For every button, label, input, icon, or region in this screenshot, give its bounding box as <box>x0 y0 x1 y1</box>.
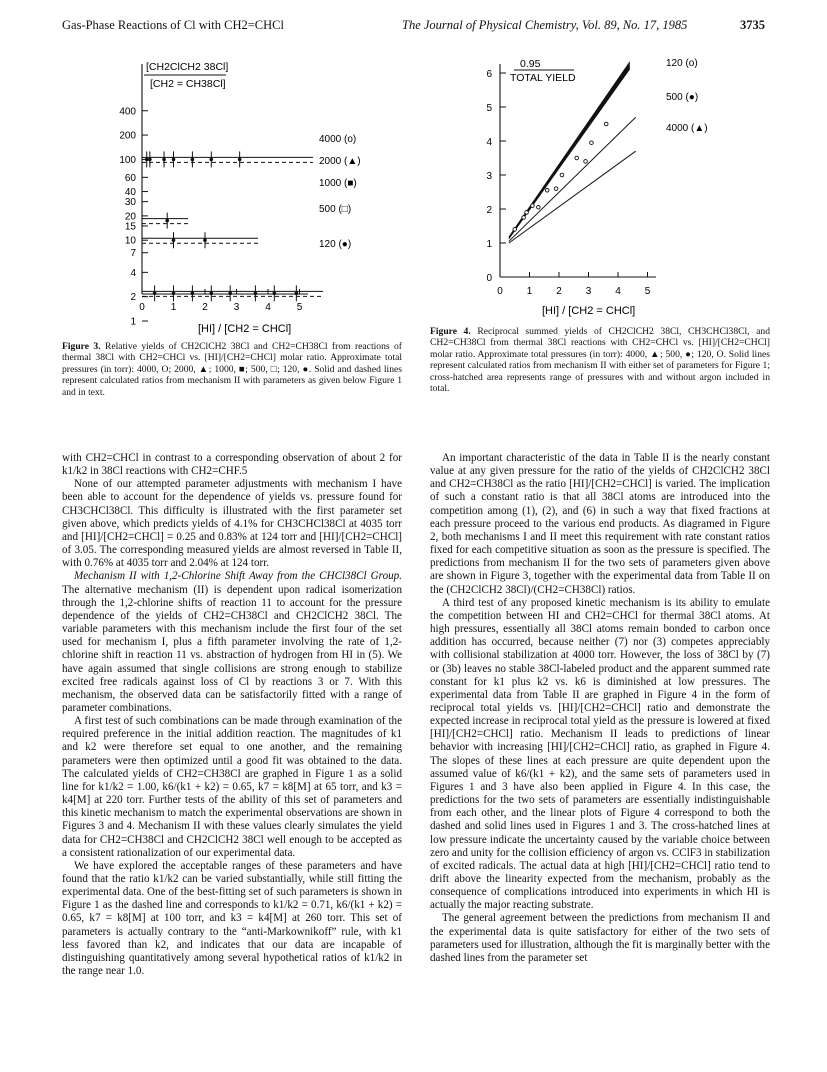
fig3-ytick-label: 1 <box>130 316 136 328</box>
fig4-calc-line <box>509 117 636 241</box>
left-paragraph-2: None of our attempted parameter adjustments with mechanism I have been able to account for the dependence of yields vs. pressure found for CH3CHCl38Cl. This difficulty is illustrated with the first parameter set given above, which predicts yields of 4.1% for CH3CHCl38Cl at 4035 torr and [HI]/[CH2=CHCl] = 0.25 and 0.83% at 124 torr and [HI]/[CH2=CHCl] of 3.05. The corresponding measured yields are almost reversed in Table II, with 0.76% at 4035 torr and 2.04% at 124 torr. <box>62 478 402 570</box>
fig3-ytick-label: 40 <box>124 187 136 199</box>
fig3-data-point <box>191 158 195 162</box>
right-paragraph-3: The general agreement between the predictions from mechanism II and the experimental data is quite satisfactory for either of the two sets of parameters used for illustration, although the fit is marginally better with the dashed lines from the parameter set <box>430 912 770 964</box>
fig3-ytick-label: 2 <box>130 292 136 304</box>
running-header-journal: The Journal of Physical Chemistry, Vol. 89, No. 17, 1985 <box>402 18 688 32</box>
fig4-xtick-label: 2 <box>556 286 562 297</box>
fig3-ytick-label: 100 <box>119 154 136 166</box>
fig3-xtick-label: 4 <box>265 302 271 313</box>
fig3-data-point <box>145 158 149 162</box>
page-number: 3735 <box>740 18 765 32</box>
fig3-ytick-label: 20 <box>124 211 136 223</box>
figure-3-plot <box>98 56 398 338</box>
fig4-ytick-label: 0 <box>486 273 492 284</box>
fig4-line-label: 4000 (▲) <box>666 123 708 134</box>
fig3-legend-label: 1000 (■) <box>319 178 357 189</box>
fig4-data-point <box>525 211 529 215</box>
figure-3-caption-label: Figure 3. <box>62 341 101 352</box>
fig3-ytick-label: 30 <box>124 197 136 209</box>
fig3-data-point <box>172 292 176 296</box>
fig3-ytick-label: 15 <box>124 221 136 233</box>
fig4-data-point <box>545 189 549 193</box>
fig4-line-label: 500 (●) <box>666 92 699 103</box>
fig4-ytick-label: 2 <box>486 205 492 216</box>
figure-4-caption-label: Figure 4. <box>430 326 471 337</box>
figure-3-caption <box>62 341 402 398</box>
figure-3 <box>98 56 398 338</box>
fig3-xtick-label: 0 <box>139 302 145 313</box>
fig4-data-point <box>537 206 541 210</box>
fig3-data-point <box>228 292 232 296</box>
fig4-data-point <box>560 173 564 177</box>
fig4-ytick-label: 1 <box>486 239 492 250</box>
figure-4-caption <box>430 326 770 394</box>
right-paragraph-2: A third test of any proposed kinetic mechanism is its ability to emulate the competition between HI and CH2=CHCl for thermal 38Cl atoms. At high pressures, essentially all 38Cl atoms remain bonded to carbon once addition has occurred, because neither (7) nor (3) competes appreciably with collisional stabilization at 4000 torr. However, the loss of 38Cl by (7) or (3b) leaves no stable 38Cl-labeled product and the apparent summed rate constant for k1 plus k2 vs. k6 is diminished at low pressures. The experimental data from Table II are graphed in Figure 4 in the form of reciprocal total yields vs. [HI]/[CH2=CHCl] ratio and demonstrate the expected increase in reciprocal total yield as the pressure is lowered at fixed [HI]/[CH2=CHCl] ratio. Mechanism II leads to predictions of linear behavior with increasing [HI]/[CH2=CHCl] ratio, as graphed in Figure 4. The slopes of these lines at each pressure are quite dependent upon the assumed value of k6/(k1 + k2), and the same sets of parameters used in Figures 1 and 3 have also been applied in Figure 4. In this case, the predictions for the two sets of parameters are essentially indistinguishable from each other, and the linear plots of Figure 4 correspond to both the dashed and solid lines used in Figures 1 and 3. The cross-hatched lines at low pressure indicate the uncertainty caused by the variable choice between zero and unity for the collision efficiency of argon vs. CClF3 in stabilization of excited radicals. The actual data at high [HI]/[CH2=CHCl] ratio tend to drift above the linearity expected from the mechanism, probably as the consequence of complications introduced into experiments in which HI is actually the major reacting substrate. <box>430 596 770 912</box>
fig3-data-point <box>238 158 242 162</box>
fig3-data-point <box>210 292 214 296</box>
left-paragraph-4: A first test of such combinations can be made through examination of the required preference in the initial addition reaction. The magnitudes of k1 and k2 were therefore set equal to one another, and the remaining parameters were then optimized until a good fit was obtained to the data. The calculated yields of CH2=CH38Cl are graphed in Figure 1 as a solid line for k1/k2 = 1.00, k6/(k1 + k2) = 0.65, k7 = k8[M] at 65 torr, and k3 = k4[M] at 220 torr. Further tests of the ability of this set of parameters and this kinetic mechanism to match the experimental observations are shown in Figures 3 and 4. Mechanism II with these values clearly simulates the yield data for CH2=CH38Cl and CH2ClCH2 38Cl well enough to be accepted as a consistent rationalization of our experimental data. <box>62 715 402 859</box>
figure-4-caption-text: Reciprocal summed yields of CH2ClCH2 38Cl, CH3CHCl38Cl, and CH2=CH38Cl from thermal 38Cl reactions with CH2=CHCl vs. [HI]/[CH2=CHCl] molar ratio. Approximate total pressures (in torr): 4000, ▲; 500, ●; 120, O. Solid lines represent calculated ratios from mechanism II with either set of parameters for Figure 1; cross-hatched area represents range of pressures with and without argon included in total. <box>430 326 770 395</box>
fig3-data-point <box>254 292 258 296</box>
fig3-data-point <box>273 292 277 296</box>
fig3-data-point <box>191 292 195 296</box>
fig3-data-point <box>148 158 152 162</box>
running-header-title: Gas-Phase Reactions of Cl with CH2=CHCl <box>62 18 284 32</box>
fig3-xtick-label: 5 <box>296 302 303 313</box>
fig4-xtick-label: 5 <box>644 286 651 297</box>
fig3-xtick-label: 3 <box>233 302 240 313</box>
fig4-data-point <box>554 187 558 191</box>
left-paragraph-1: with CH2=CHCl in contrast to a corresponding observation of about 2 for k1/k2 in 38Cl reactions with CH2=CHF.5 <box>62 452 402 478</box>
fig4-ytick-label: 4 <box>486 137 492 148</box>
fig4-data-point <box>604 122 608 126</box>
fig3-legend-label: 4000 (o) <box>319 134 357 145</box>
fig4-xtick-label: 3 <box>585 286 592 297</box>
right-paragraph-1: An important characteristic of the data in Table II is the nearly constant value at any given pressure for the ratio of the yields of CH2ClCH2 38Cl and CH2=CH38Cl as the ratio [HI]/[CH2=CHCl] is varied. The implication of such a constant ratio is that all 38Cl atoms are introduced into the competition among (1), (2), and (6) in such a way that fixed fractions at each pressure proceed to the various end products. As diagramed in Figure 2, both mechanisms I and II meet this requirement with rate constant ratios fixed for each competitive situation as soon as the pressure is specified. The predictions from mechanism II for the two sets of parameters given above are shown in Figure 3, together with the experimental data from Table II on the (CH2ClCH2 38Cl)/(CH2=CH38Cl) ratios. <box>430 452 770 596</box>
fig3-legend-label: 2000 (▲) <box>319 156 361 167</box>
fig4-data-point <box>531 204 535 208</box>
fig3-xlabel: [HI] / [CH2 = CHCl] <box>198 323 292 335</box>
figure-3-caption-text: Relative yields of CH2ClCH2 38Cl and CH2=CH38Cl from reactions of thermal 38Cl with CH2=CHCl vs. [HI]/[CH2=CHCl] molar ratio. Approximate total pressures (in torr): 4000, O; 2000, ▲; 1000, ■; 500, □; 120, ●. Solid and dashed lines represent calculated ratios from mechanism II with parameters as given below Figure 1 and in text. <box>62 341 402 398</box>
fig3-ylabel-bottom: [CH2 = CH38Cl] <box>150 78 226 90</box>
fig3-ytick-label: 200 <box>119 130 136 142</box>
fig3-ytick-label: 10 <box>124 235 136 247</box>
figure-4 <box>470 56 770 318</box>
fig4-xlabel: [HI] / [CH2 = CHCl] <box>542 305 636 317</box>
right-column-text <box>430 452 770 965</box>
fig4-ylabel-bottom: TOTAL YIELD <box>510 72 576 84</box>
fig3-data-point <box>203 238 207 242</box>
fig4-calc-line <box>509 151 636 243</box>
fig4-xtick-label: 1 <box>526 286 533 297</box>
fig4-ylabel-top: 0.95 <box>520 58 541 70</box>
fig3-xtick-label: 1 <box>170 302 177 313</box>
fig3-data-point <box>172 158 176 162</box>
fig4-ytick-label: 3 <box>486 171 492 182</box>
fig3-ytick-label: 7 <box>130 248 136 260</box>
fig4-data-point <box>590 141 594 145</box>
fig3-data-point <box>295 292 299 296</box>
fig4-data-point <box>513 228 517 232</box>
fig3-data-point <box>153 292 157 296</box>
fig3-xtick-label: 2 <box>202 302 208 313</box>
left-paragraph-3-text: The alternative mechanism (II) is dependent upon radical isomerization through the 1,2-chlorine shifts of reaction 11 to account for the pressure dependence of the yields of CH2=CH38Cl and CH2ClCH2 38Cl. The variable parameters with this mechanism include the first four of the set used for mechanism I, plus a fifth parameter involving the rate of 1,2-chlorine shift in reaction 11 vs. abstraction of hydrogen from HI in (5). We have again assumed that single collisions are strong enough to stabilize excited free radicals against loss of Cl by reactions 3 or 7. With this mechanism, the observed data can be satisfactorily fitted with a range of parameter combinations. <box>62 583 402 714</box>
fig3-legend-label: 500 (□) <box>319 204 352 215</box>
left-column-text <box>62 452 402 978</box>
fig3-legend-label: 120 (●) <box>319 239 352 250</box>
fig4-data-point <box>522 216 526 220</box>
left-paragraph-5: We have explored the acceptable ranges of these parameters and have found that the ratio k1/k2 can be varied substantially, while still fitting the experimental data. One of the best-fitting set of such parameters is shown in Figure 1 as the dashed line and corresponds to k1/k2 = 0.71, k6/(k1 + k2) = 0.65, k7 = k8[M] at 100 torr, and k3 = k4[M] at 260 torr. This set of parameters is actually contrary to the “anti-Markownikoff” rule, with k1 less favored than k2, and indicates that our data are incapable of distinguishing quantitatively among several hypothetical ratios of k1/k2 in the range near 1.0. <box>62 859 402 978</box>
section-heading-mechanism-ii: Mechanism II with 1,2-Chlorine Shift Away from the CHCl38Cl Group. <box>74 570 402 583</box>
fig4-xtick-label: 4 <box>615 286 621 297</box>
fig4-data-point <box>575 156 579 160</box>
fig4-data-point <box>584 160 588 164</box>
fig4-xtick-label: 0 <box>497 286 503 297</box>
fig3-ytick-label: 60 <box>124 172 136 184</box>
fig4-ytick-label: 6 <box>486 69 492 80</box>
figure-4-plot <box>470 56 770 318</box>
fig4-ytick-label: 5 <box>486 103 492 114</box>
fig3-ytick-label: 400 <box>119 106 136 118</box>
left-paragraph-3 <box>62 570 402 715</box>
fig3-data-point <box>165 219 169 223</box>
fig3-data-point <box>162 158 166 162</box>
fig3-ytick-label: 4 <box>130 267 136 279</box>
fig3-data-point <box>172 238 176 242</box>
fig3-data-point <box>210 158 214 162</box>
fig3-ylabel-top: [CH2ClCH2 38Cl] <box>146 61 229 73</box>
fig4-line-label: 120 (o) <box>666 58 698 69</box>
